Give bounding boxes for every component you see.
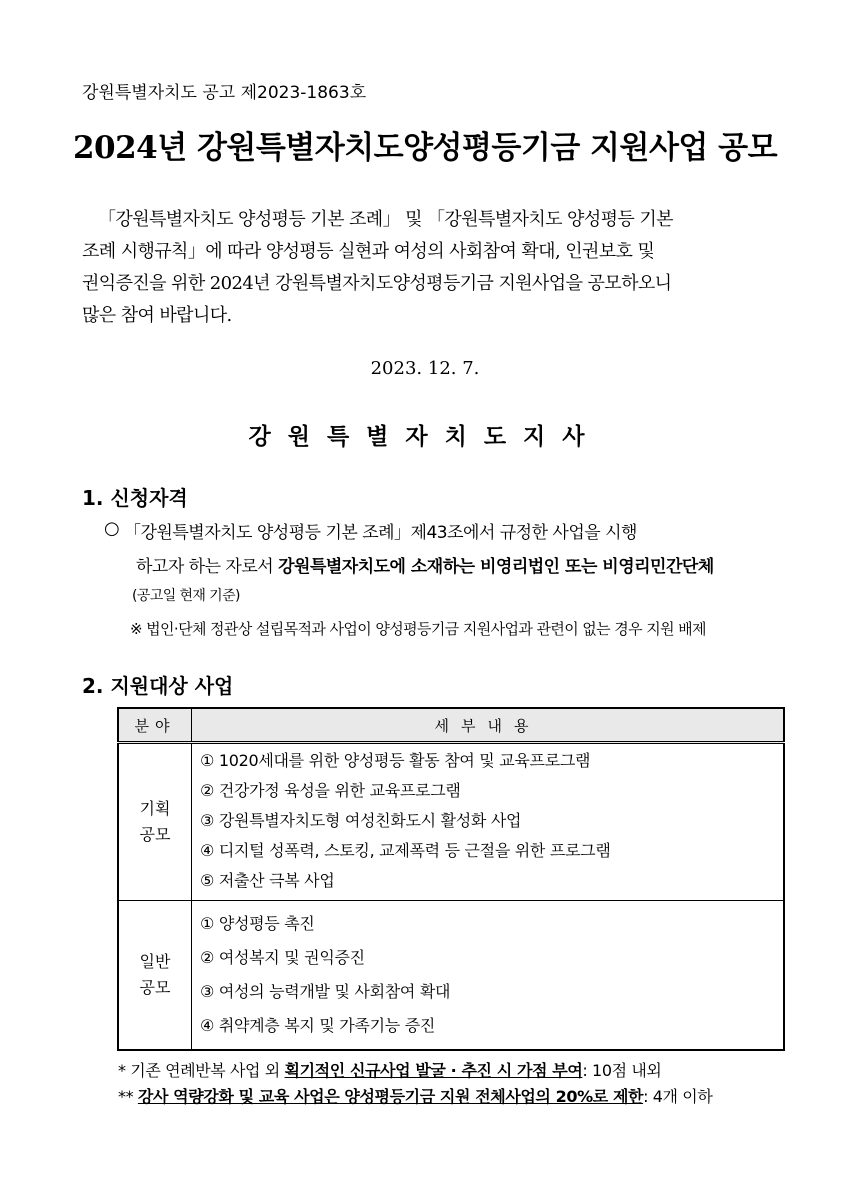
eligibility-line2 (136, 552, 714, 577)
list-item: ② 건강가정 육성을 위한 교육프로그램 (200, 781, 461, 800)
support-table (117, 707, 785, 1051)
issuer-name: 강원특별자치도지사 (248, 423, 602, 450)
list-item: ④ 디지털 성폭력, 스토킹, 교제폭력 등 근절을 위한 프로그램 (200, 841, 611, 860)
planned-category-cell (118, 743, 192, 901)
footnote-suffix: : 10점 내외 (582, 1061, 662, 1080)
table-row-general (118, 901, 784, 1051)
eligibility-highlight: 강원특별자치도에 소재하는 비영리법인 또는 비영리민간단체 (278, 557, 714, 577)
intro-line: 많은 참여 바랍니다. (82, 305, 232, 326)
eligibility-exclusion-note: ※ 법인·단체 정관상 설립목적과 사업이 양성평등기금 지원사업과 관련이 없는 경우 지원 배제 (130, 620, 706, 638)
category-label: 공모 (139, 978, 171, 997)
general-items-cell (192, 901, 785, 1051)
footnote-prefix: ** (118, 1087, 138, 1106)
list-item: ③ 강원특별자치도형 여성친화도시 활성화 사업 (200, 811, 522, 830)
table-header-category: 분야 (118, 708, 192, 743)
list-item: ① 1020세대를 위한 양성평등 활동 참여 및 교육프로그램 (200, 751, 591, 770)
footnote-emphasis: 강사 역량강화 및 교육 사업은 양성평등기금 지원 전체사업의 20%로 제한 (137, 1087, 644, 1106)
footnote-prefix: * 기존 연례반복 사업 외 (118, 1061, 285, 1080)
table-header-detail: 세부내용 (192, 708, 785, 743)
footnote-emphasis: 획기적인 신규사업 발굴 · 추진 시 가점 부여 (284, 1061, 583, 1080)
notice-date: 2023. 12. 7. (370, 358, 480, 379)
general-category-cell (118, 901, 192, 1051)
eligibility-basis: (공고일 현재 기준) (132, 588, 240, 604)
footnote-bonus (118, 1058, 661, 1081)
table-header-row (118, 708, 784, 743)
intro-line: 「강원특별자치도 양성평등 기본 조례」 및 「강원특별자치도 양성평등 기본 (98, 209, 673, 230)
eligibility-plain: 하고자 하는 자로서 (136, 557, 279, 577)
footnote-suffix: : 4개 이하 (643, 1087, 713, 1106)
page-title: 2024년 강원특별자치도양성평등기금 지원사업 공모 (72, 130, 778, 166)
list-item: ① 양성평등 촉진 (200, 914, 315, 933)
category-label: 공모 (139, 825, 171, 844)
bullet-circle: ○ (104, 518, 120, 539)
list-item: ⑤ 저출산 극복 사업 (200, 871, 335, 890)
list-item: ② 여성복지 및 권익증진 (200, 948, 365, 967)
section1-heading: 1. 신청자격 (82, 486, 188, 510)
category-label: 기획 (139, 799, 171, 818)
intro-paragraph (82, 204, 788, 332)
footnote-limit (118, 1084, 712, 1107)
list-item: ④ 취약계층 복지 및 가족기능 증진 (200, 1016, 436, 1035)
planned-items-cell (192, 743, 785, 901)
table-row-planned (118, 743, 784, 901)
intro-line: 권익증진을 위한 2024년 강원특별자치도양성평등기금 지원사업을 공모하오니 (82, 273, 672, 294)
section2-heading: 2. 지원대상 사업 (82, 674, 234, 698)
eligibility-line1: 「강원특별자치도 양성평등 기본 조례」제43조에서 규정한 사업을 시행 (124, 523, 637, 543)
category-label: 일반 (139, 952, 171, 971)
list-item: ③ 여성의 능력개발 및 사회참여 확대 (200, 982, 451, 1001)
notice-number: 강원특별자치도 공고 제2023-1863호 (82, 83, 367, 103)
intro-line: 조례 시행규칙」에 따라 양성평등 실현과 여성의 사회참여 확대, 인권보호 및 (82, 241, 655, 262)
